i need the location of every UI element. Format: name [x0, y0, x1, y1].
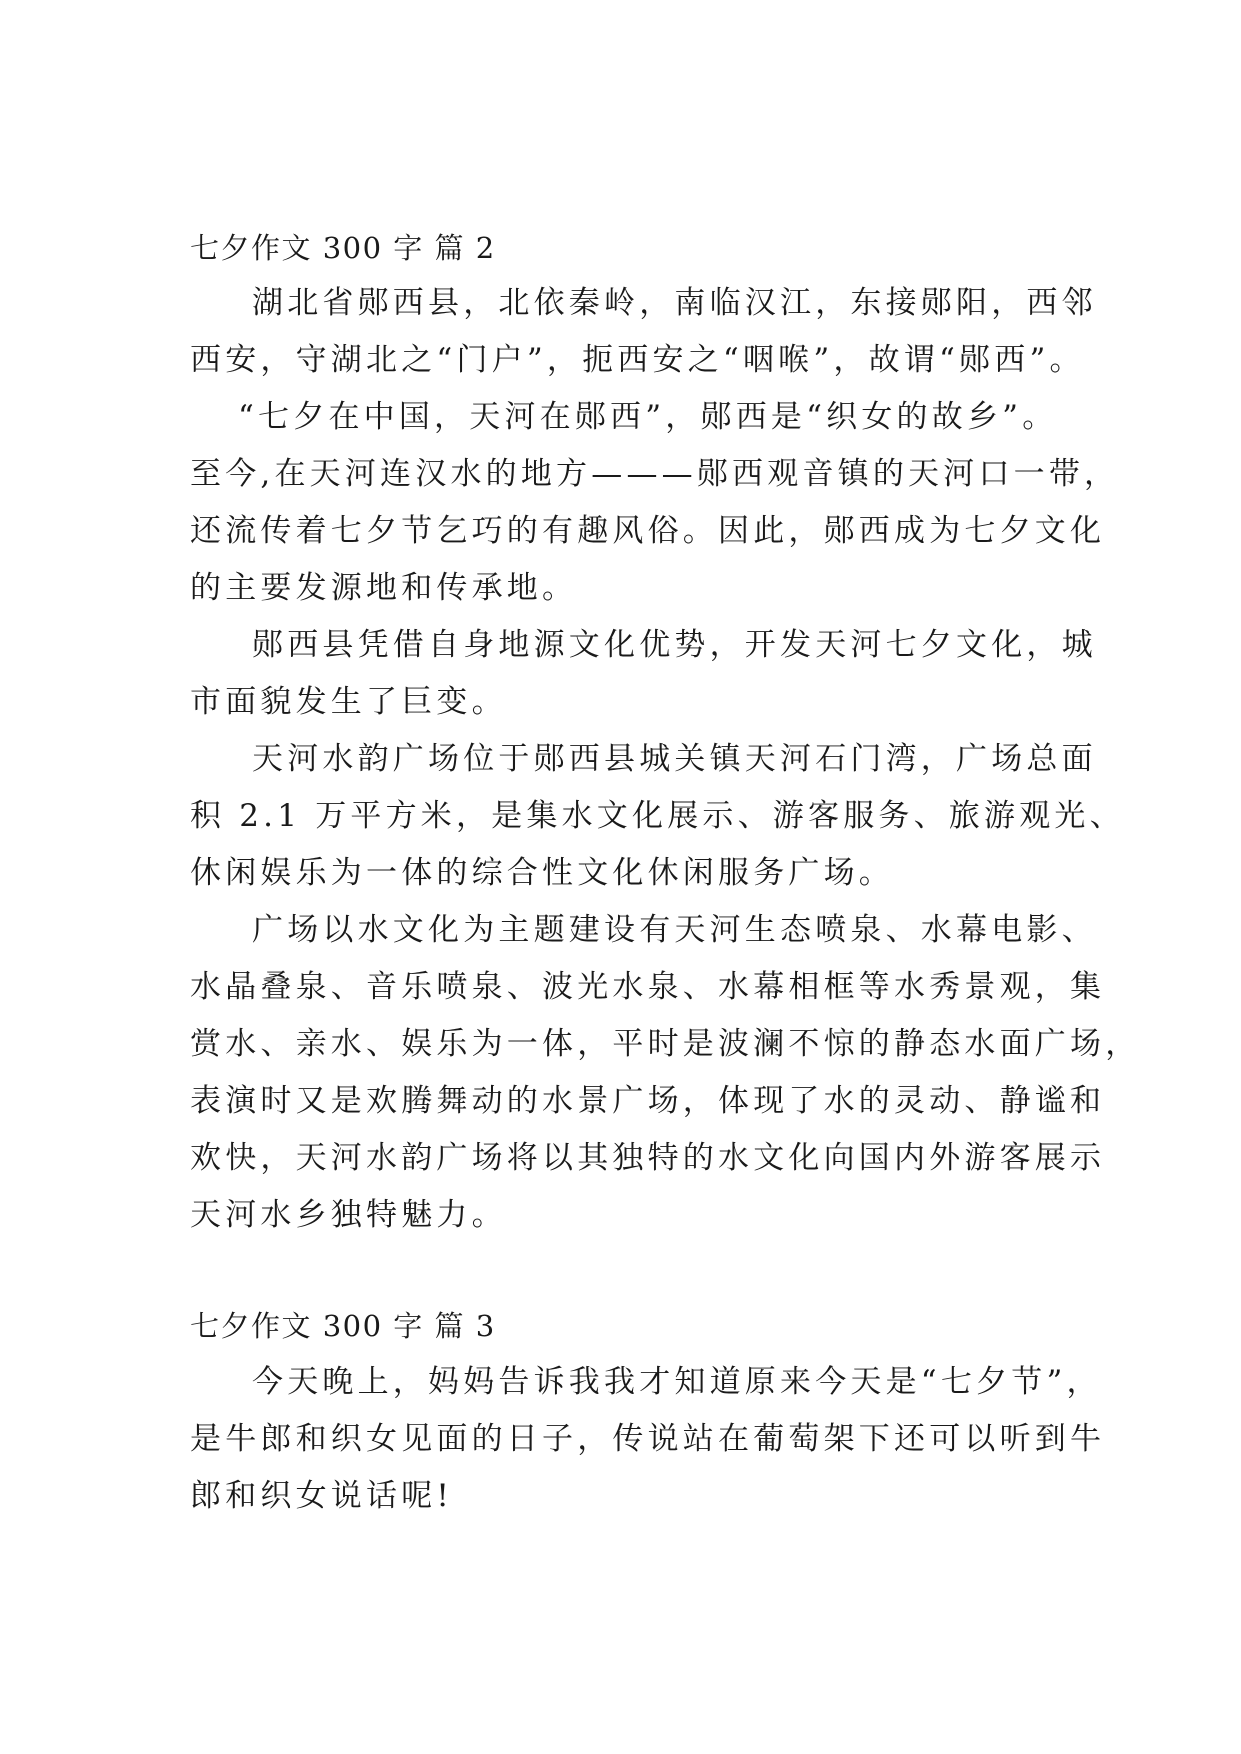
paragraph-line: 至今,在天河连汉水的地方———郧西观音镇的天河口一带， [190, 456, 1120, 492]
section-heading: 七夕作文 300 字 篇 2 [190, 231, 496, 265]
paragraph-line: 是牛郎和织女见面的日子，传说站在葡萄架下还可以听到牛 [190, 1421, 1106, 1457]
paragraph-line: 的主要发源地和传承地。 [190, 570, 578, 606]
paragraph-line: 表演时又是欢腾舞动的水景广场，体现了水的灵动、静谧和 [190, 1083, 1106, 1119]
paragraph-line: 水晶叠泉、音乐喷泉、波光水泉、水幕相框等水秀景观，集 [190, 969, 1106, 1005]
paragraph-line: 休闲娱乐为一体的综合性文化休闲服务广场。 [190, 855, 894, 891]
paragraph-line: 西安，守湖北之“门户”，扼西安之“咽喉”，故谓“郧西”。 [190, 342, 1085, 378]
paragraph-line: 赏水、亲水、娱乐为一体，平时是波澜不惊的静态水面广场， [190, 1026, 1141, 1062]
paragraph-line: 天河水乡独特魅力。 [190, 1197, 507, 1233]
paragraph-line: 积 2.1 万平方米，是集水文化展示、游客服务、旅游观光、 [190, 798, 1125, 834]
paragraph-line: 还流传着七夕节乞巧的有趣风俗。因此，郧西成为七夕文化 [190, 513, 1106, 549]
paragraph-line: 广场以水文化为主题建设有天河生态喷泉、水幕电影、 [252, 912, 1097, 948]
paragraph-line: 今天晚上，妈妈告诉我我才知道原来今天是“七夕节”， [252, 1364, 1102, 1400]
paragraph-line: 湖北省郧西县，北依秦岭，南临汉江，东接郧阳，西邻 [252, 285, 1097, 321]
paragraph-line: 欢快，天河水韵广场将以其独特的水文化向国内外游客展示 [190, 1140, 1106, 1176]
paragraph-line: 郎和织女说话呢! [190, 1478, 454, 1514]
paragraph-line: 市面貌发生了巨变。 [190, 684, 507, 720]
paragraph-line: 天河水韵广场位于郧西县城关镇天河石门湾，广场总面 [252, 741, 1097, 777]
paragraph-line: “七夕在中国，天河在郧西”，郧西是“织女的故乡”。 [238, 399, 1058, 435]
paragraph-line: 郧西县凭借自身地源文化优势，开发天河七夕文化，城 [252, 627, 1097, 663]
section-heading: 七夕作文 300 字 篇 3 [190, 1309, 496, 1343]
